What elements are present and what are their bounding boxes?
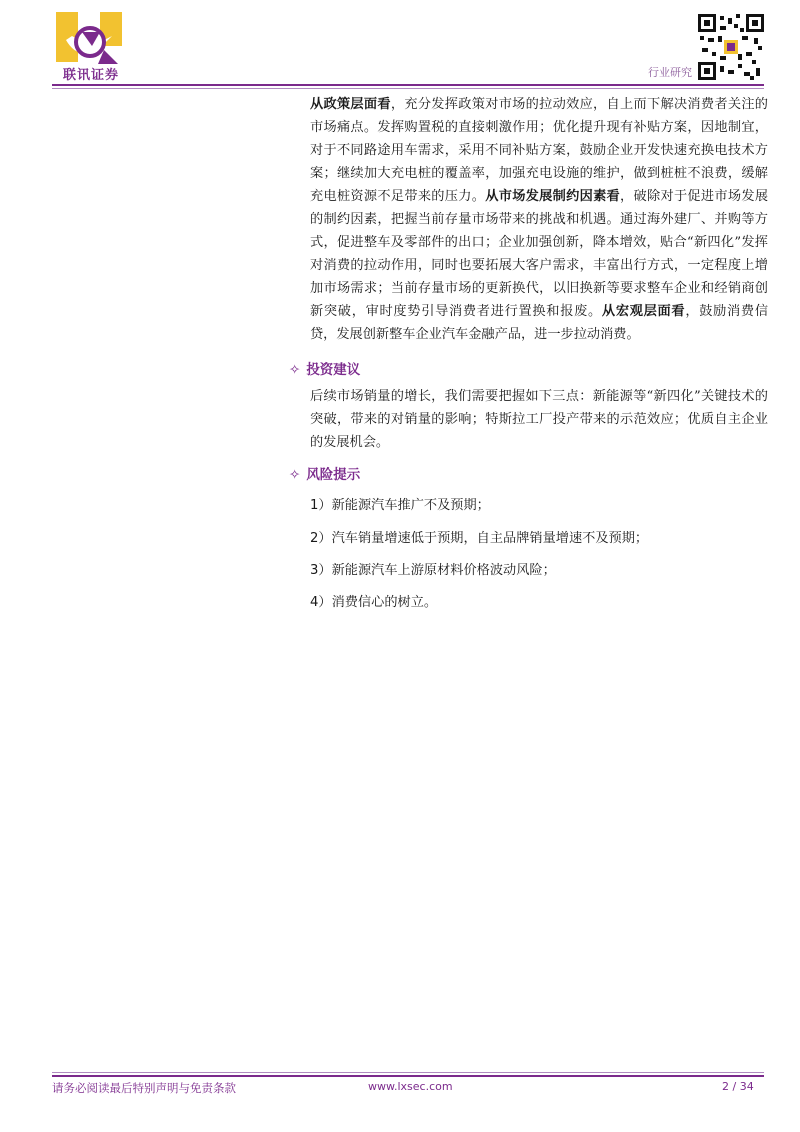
section-heading-investment xyxy=(289,358,360,378)
emphasis-market: 从市场发展制约因素看 xyxy=(485,189,621,204)
footer-website-link[interactable]: www.lxsec.com xyxy=(368,1080,453,1093)
intro-text-1: ，充分发挥政策对市场的拉动效应，自上而下解决消费者关注的市场痛点。发挥购置税的直接刺激作用；优化提升现有补贴方案，因地制宜，对于不同路途用车需求，采用不同补贴方案，鼓励企业开发快速充换电技术方案；继续加大充电桩的覆盖率，加强充电设施的维护，做到桩桩不浪费，缓解充电桩资源不足带来的压力。 xyxy=(310,97,768,204)
list-item: 4）消费信心的树立。 xyxy=(310,595,438,610)
qr-code xyxy=(698,14,764,80)
footer-divider xyxy=(52,1075,764,1077)
header-label: 行业研究 xyxy=(648,66,692,79)
intro-text-3: ，鼓励消费信贷，发展创新整车企业汽车金融产品，进一步拉动消费。 xyxy=(310,304,769,342)
section-title: 风险提示 xyxy=(306,467,361,483)
header-divider-thin xyxy=(52,88,764,89)
logo-text: 联讯证券 xyxy=(62,68,119,83)
list-item: 1）新能源汽车推广不及预期； xyxy=(310,498,490,513)
list-item: 3）新能源汽车上游原材料价格波动风险； xyxy=(310,563,556,578)
emphasis-policy: 从政策层面看 xyxy=(310,97,391,112)
list-item: 2）汽车销量增速低于预期，自主品牌销量增速不及预期； xyxy=(310,531,649,546)
page-number: 2 / 34 xyxy=(722,1080,754,1093)
diamond-bullet-icon: ✧ xyxy=(289,467,301,483)
header-divider xyxy=(52,84,764,86)
section-heading-risk xyxy=(289,463,360,483)
intro-text-2: ，破除对于促进市场发展的制约因素，把握当前存量市场带来的挑战和机遇。通过海外建厂、并购等方式，促进整车及零部件的出口；企业加强创新，降本增效，贴合“新四化”发挥对消费的拉动作用，同时也要拓展大客户需求，丰富出行方式，一定程度上增加市场需求；当前存量市场的更新换代，以旧换新等要求整车企业和经销商创新突破，审时度势引导消费者进行置换和报废。 xyxy=(310,189,769,319)
footer-disclaimer: 请务必阅读最后特别声明与免责条款 xyxy=(52,1081,236,1095)
intro-paragraph xyxy=(310,93,768,346)
investment-paragraph: 后续市场销量的增长，我们需要把握如下三点：新能源等“新四化”关键技术的突破，带来的对销量的影响；特斯拉工厂投产带来的示范效应；优质自主企业的发展机会。 xyxy=(310,389,768,450)
footer-divider-thin xyxy=(52,1072,764,1073)
diamond-bullet-icon: ✧ xyxy=(289,362,301,378)
emphasis-macro: 从宏观层面看 xyxy=(601,304,686,319)
section-title: 投资建议 xyxy=(306,362,361,378)
